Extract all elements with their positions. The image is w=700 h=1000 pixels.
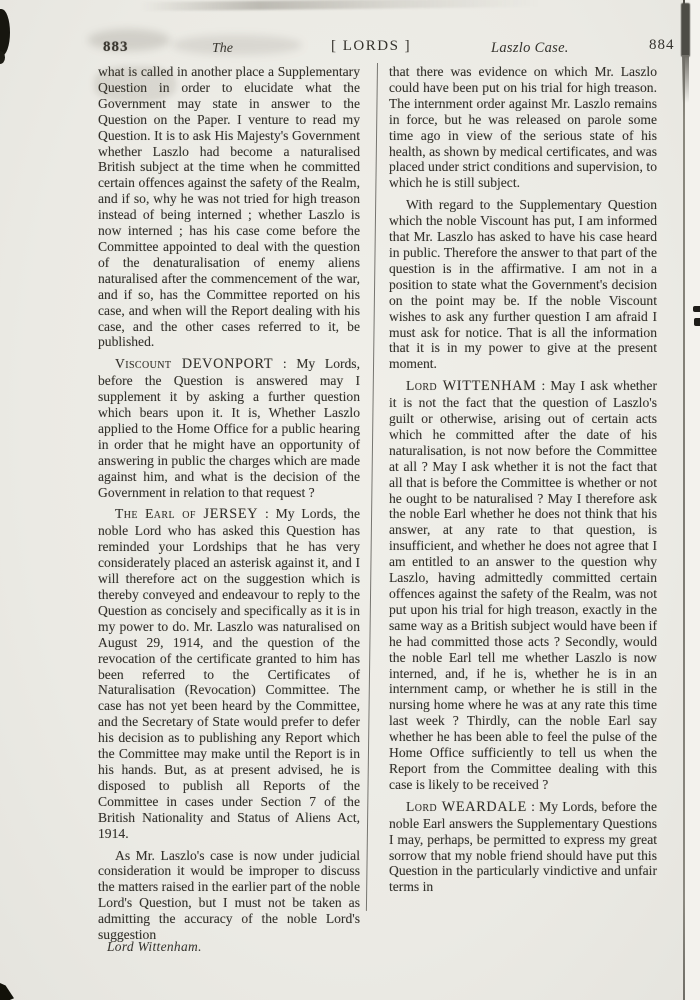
speaker-name: JERSEY — [195, 506, 259, 523]
chamber-heading: [ LORDS ] — [331, 38, 412, 54]
scan-artifact-ink-smudge — [172, 35, 302, 55]
speech-paragraph: The Earl of JERSEY : My Lords, the noble Lord who has asked this Question has reminded your Lordships that he has very considerately placed an asterisk against it, and I will therefore act on the suggestion which is thereby conveyed and endeavour to reply to the Question as concisely and specifically as it is in my power to do. Mr. Laszlo was naturalised on August 29, 1914, and the question of the revocation of the certificate granted to him has been referred to the Certificates of Naturalisation (Revocation) Committee. The case has not yet been heard by the Committee, and the Secretary of State would prefer to defer his decision as to publishing any Report which the Committee may make until the Report is in his hands. But, as at present advised, he is disposed to publish all Reports of the Committee in cases under Section 7 of the British Nationality and Status of Aliens Act, 1914. — [98, 506, 360, 841]
scan-artifact-right-top-bar — [681, 3, 690, 57]
speaker-rank: The Earl of — [115, 506, 196, 522]
page-number-left: 883 — [103, 39, 129, 55]
scan-artifact-edge-tick — [694, 318, 700, 326]
speaker-name: DEVONPORT — [171, 356, 274, 373]
scan-artifact-ink-smudge — [88, 29, 170, 51]
page-number-right: 884 — [649, 37, 675, 53]
scan-artifact-right-margin — [685, 0, 700, 1000]
footer-signature: Lord Wittenham. — [107, 939, 202, 954]
speech-paragraph: Viscount DEVONPORT : My Lords, before the Question is answered may I supplement it by asking a further question which bears upon it. It is, Whether Laszlo applied to the Home Office for a public hearing in order that he might have an opportunity of answering in public the charges which are made against him, and what is the decision of the Government in relation to that request ? — [98, 356, 361, 500]
scan-artifact-left-top-blob — [0, 9, 10, 56]
scan-artifact-page-edge-line — [683, 0, 685, 1000]
speech-paragraph: Lord WITTENHAM : May I ask whether it is not the fact that the question of Laszlo's guilt or otherwise, arising out of certain acts which he committed after the date of his naturalisation, is not now before the Committee at all ? May I ask whether it is not the fact that all that is before the Committee is whether or not he ought to be naturalised ? May I therefore ask the noble Earl whether he does not think that his answer, at any rate to that question, is insufficient, and whether he does not agree that I am entitled to an answer to the question why Laszlo, having admittedly committed certain offences against the safety of the Realm, was not put upon his trial for high treason, exactly in the same way as a British subject would have been if he had committed those acts ? Secondly, would the noble Earl tell me whether Laszlo is now interned, and, if he is, whether he is in an internment camp, or whether he is still in the nursing home where he was at any rate this time last week ? Thirdly, can the noble Earl say whether he has been able to feel the pulse of the Home Office sufficiently to tell us when the Report from the Committee dealing with this case is likely to be received ? — [389, 378, 657, 792]
running-title-right: Laszlo Case. — [491, 40, 569, 56]
scan-artifact-edge-tick — [693, 306, 700, 312]
scan-artifact-left-bottom-blob — [0, 983, 14, 1000]
speaker-name: WITTENHAM — [437, 378, 537, 395]
column-divider-rule — [366, 63, 378, 911]
speech-paragraph: Lord WEARDALE : My Lords, before the noble Earl answers the Supplementary Questions I may, perhaps, be permitted to express my great sorrow that my noble friend should have put this Question in the particularly vindictive and unfair terms in — [389, 798, 657, 895]
text-paragraph: With regard to the Supplementary Question which the noble Viscount has put, I am informed that Mr. Laszlo has asked to have his case heard in public. Therefore the answer to that part of the question is in the affirmative. I am not in a position to state what the Government's decision on the point may be. If the noble Viscount wishes to ask any further question I am afraid I must ask for notice. That is all the information that it is in my power to give at the present moment. — [389, 197, 657, 372]
speaker-rank: Viscount — [115, 356, 172, 372]
left-column — [98, 64, 360, 943]
text-paragraph: what is called in another place a Supplementary Question in order to elucidate what the Government may state in answer to the Question on the Paper. I venture to read my Question. It is to ask His Majesty's Government whether Laszlo had become a naturalised British subject at the time when he committed certain offences against the safety of the Realm, and if so, why he was not tried for high treason instead of being interned ; whether Laszlo is now interned ; has his case come before the Committee appointed to deal with the question of the denaturalisation of enemy aliens naturalised after the commencement of the war, and if so, has the Committee reported on his case, and when will the Report dealing with his case, and the other cases referred to it, be published. — [98, 64, 360, 350]
text-paragraph: As Mr. Laszlo's case is now under judicial consideration it would be improper to discuss the matters raised in the earlier part of the noble Lord's Question, but I must not be taken as admitting the accuracy of the noble Lord's suggestion — [98, 847, 360, 943]
speaker-name: WEARDALE — [437, 798, 527, 815]
right-column — [389, 64, 657, 895]
speaker-rank: Lord — [406, 378, 438, 394]
text-paragraph: that there was evidence on which Mr. Laszlo could have been put on his trial for high treason. The internment order against Mr. Laszlo remains in force, but he was released on parole some time ago in view of the serious state of his health, as shown by medical certificates, and was placed under strict conditions and supervision, to which he is still subject. — [389, 64, 657, 191]
scan-artifact-right-bar-fade — [682, 55, 689, 103]
speaker-rank: Lord — [406, 798, 438, 814]
running-title-left: The — [212, 41, 233, 56]
scan-artifact-top-smudge — [140, 0, 540, 11]
